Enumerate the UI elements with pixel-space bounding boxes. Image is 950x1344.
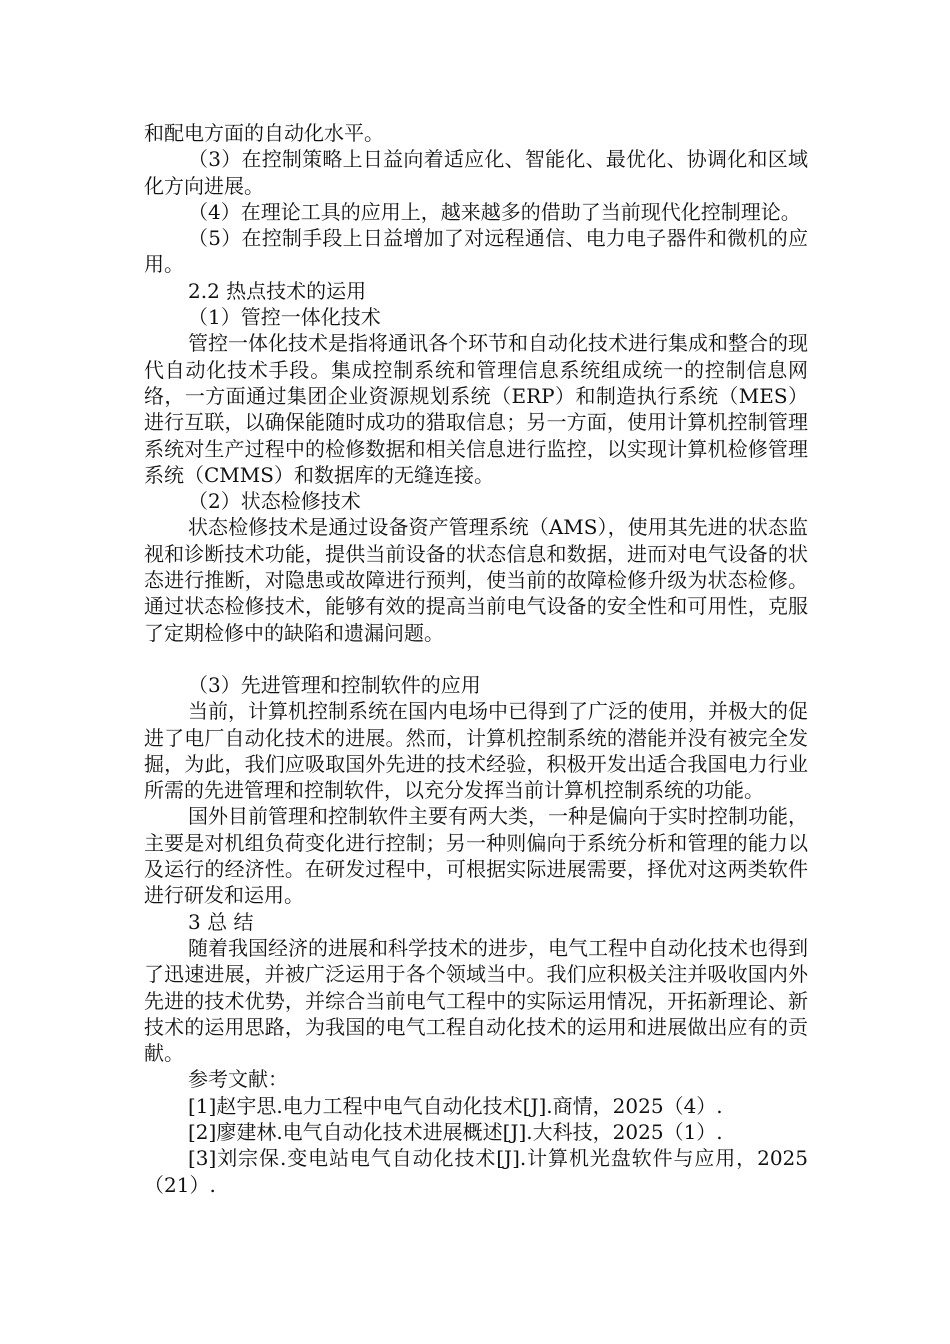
- reference-item-1: [1]赵宇思.电力工程中电气自动化技术[J].商情，2025（4）.: [188, 1093, 723, 1118]
- paragraph-item-4: （4）在理论工具的应用上，越来越多的借助了当前现代化控制理论。: [188, 199, 801, 224]
- subheading-advanced-software: （3）先进管理和控制软件的应用: [188, 672, 481, 697]
- paragraph-item-5: （5）在控制手段上日益增加了对远程通信、电力电子器件和微机的应用。: [144, 226, 808, 277]
- reference-item-2: [2]廖建林.电气自动化技术进展概述[J].大科技，2025（1）.: [188, 1119, 723, 1144]
- references-heading: 参考文献：: [188, 1067, 288, 1092]
- paragraph-advanced-software: 当前，计算机控制系统在国内电场中已得到了广泛的使用，并极大的促进了电厂自动化技术的进展。然而，计算机控制系统的潜能并没有被完全发掘，为此，我们应吸取国外先进的技术经验，积极开发出适合我国电力行业所需的先进管理和控制软件，以充分发挥当前计算机控制系统的功能。: [144, 699, 808, 803]
- paragraph-gap: [144, 646, 808, 672]
- paragraph-item-3: （3）在控制策略上日益向着适应化、智能化、最优化、协调化和区域化方向进展。: [144, 147, 808, 198]
- document-page: [144, 120, 808, 1198]
- paragraph-condition-maintenance: 状态检修技术是通过设备资产管理系统（AMS），使用其先进的状态监视和诊断技术功能，提供当前设备的状态信息和数据，进而对电气设备的状态进行推断，对隐患或故障进行预判，使当前的故障检修升级为状态检修。通过状态检修技术，能够有效的提高当前电气设备的安全性和可用性，克服了定期检修中的缺陷和遗漏问题。: [144, 515, 808, 645]
- paragraph-continuation: 和配电方面的自动化水平。: [144, 121, 384, 145]
- paragraph-software-types: 国外目前管理和控制软件主要有两大类，一种是偏向于实时控制功能，主要是对机组负荷变化进行控制；另一种则偏向于系统分析和管理的能力以及运行的经济性。在研发过程中，可根据实际进展需要，择优对这两类软件进行研发和运用。: [144, 804, 808, 908]
- section-heading-conclusion: 3 总 结: [188, 909, 254, 934]
- section-heading-2-2: 2.2 热点技术的运用: [188, 278, 367, 303]
- reference-item-3: [3]刘宗保.变电站电气自动化技术[J].计算机光盘软件与应用，2025（21）.: [144, 1146, 808, 1197]
- paragraph-integrated-control: 管控一体化技术是指将通讯各个环节和自动化技术进行集成和整合的现代自动化技术手段。集成控制系统和管理信息系统组成统一的控制信息网络，一方面通过集团企业资源规划系统（ERP）和制造执行系统（MES）进行互联，以确保能随时成功的猎取信息；另一方面，使用计算机控制管理系统对生产过程中的检修数据和相关信息进行监控，以实现计算机检修管理系统（CMMS）和数据库的无缝连接。: [144, 331, 808, 487]
- subheading-integrated-control: （1）管控一体化技术: [188, 305, 381, 330]
- paragraph-conclusion: 随着我国经济的进展和科学技术的进步，电气工程中自动化技术也得到了迅速进展，并被广泛运用于各个领域当中。我们应积极关注并吸收国内外先进的技术优势，并综合当前电气工程中的实际运用情况，开拓新理论、新技术的运用思路，为我国的电气工程自动化技术的运用和进展做出应有的贡献。: [144, 935, 808, 1066]
- subheading-condition-maintenance: （2）状态检修技术: [188, 489, 361, 514]
